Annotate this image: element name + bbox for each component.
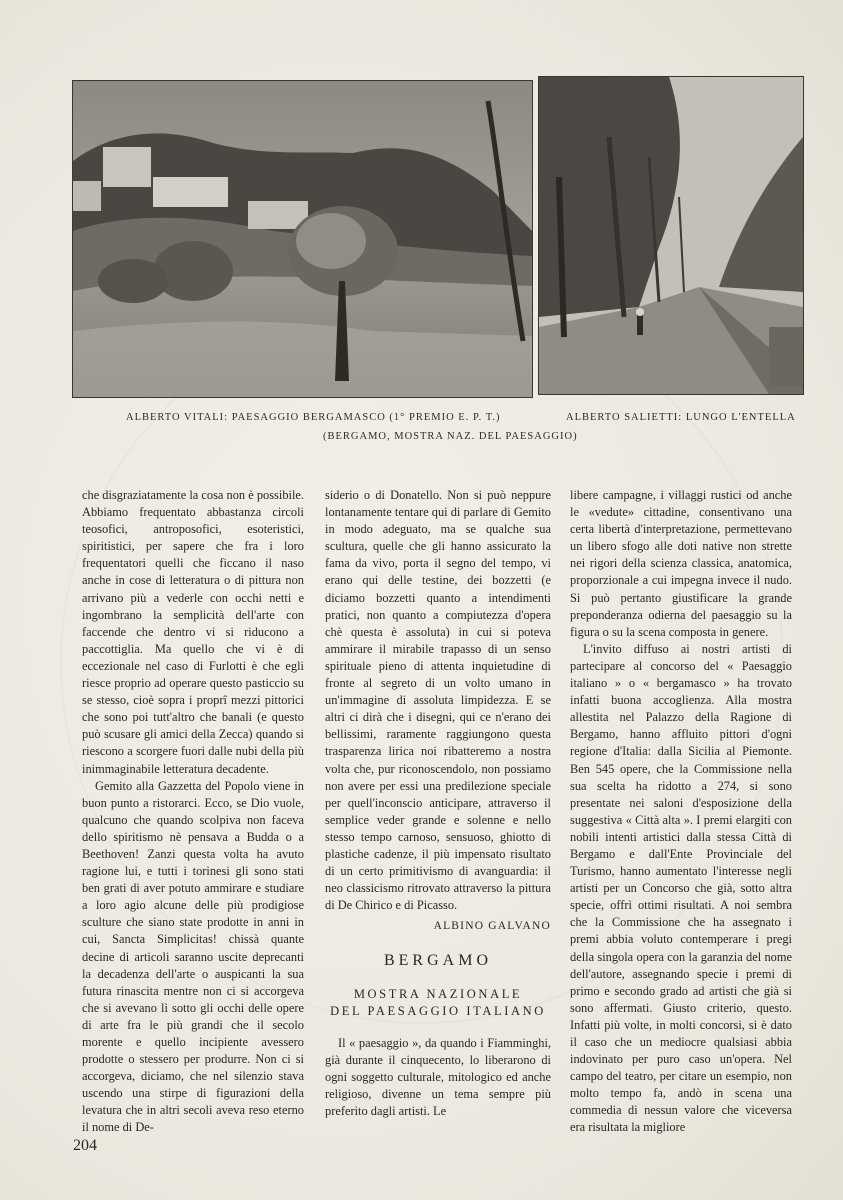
paragraph: siderio o di Donatello. Non si può neppure lontanamente tentare qui di parlare di Gemito in modo adeguato, ma se qualche sua scultura, quelle che gli hanno assicurato la fama da vivo, porta il segno del tempo, vi erano qui delle testine, dei bozzetti (e diciamo bozzetti quanto a intendimenti pratici, non quanto a compiutezza d'opera chè questa è assoluta) in cui si poteva ammirare il mirabile trapasso di un senso spirituale pieno di attenta inquietudine di fronte al segreto di un volto umano in un'immagine di assoluta limpidezza. E se altri ci dirà che i disegni, qui ce n'erano dei bellissimi, raramente raggiungono questa trasparenza lirica noi ribatteremo a nostra volta che, pur riconoscendolo, non possiamo non avere per essi una predilezione speciale per quell'inconscio anticipare, attraverso il semplice veder grande e solenne e nello stesso tempo carnoso, sensuoso, ghiotto di plastiche cadenze, il più impensato risultato di un certo primitivismo di avanguardia: il neo classicismo ritrovato attraverso la pittura di De Chirico e di Picasso. bbox=[325, 488, 551, 913]
text-column-1 bbox=[82, 487, 304, 1137]
page-number: 204 bbox=[73, 1137, 97, 1154]
section-body bbox=[325, 1035, 551, 1120]
caption-salietti: ALBERTO SALIETTI: LUNGO L'ENTELLA bbox=[566, 412, 796, 423]
paragraph: Gemito alla Gazzetta del Popolo viene in buon punto a ristorarci. Ecco, se Dio vuole, qualcuno che quando scolpiva non faceva dello spiritismo nè pensava a Budda o a Beethoven! Zanzi questa volta ha avuto ragione lui, e tutti i torinesi gli sono stati ben grati di aver potuto ammirare e studiare a loro agio alcune delle più prodigiose sculture che siano state prodotte in anni in cui, Sancta Simplicitas! chissà quante decine di articoli saranno uscite deprecanti la decadenza dell'arte o auspicanti la sua futura rinascita mentre non ci si accorgeva che si avevano lì sotto gli occhi delle opere di arte fra le più grandi che il secolo morente e quello incipiente avessero prodotte o stessero per produrre. Non ci si accorgeva, diciamo, che nel silenzio stava uscendo una stirpe di figurazioni della levatura che in altri secoli aveva reso eterno il nome di De- bbox=[82, 778, 304, 1135]
painting-vitali bbox=[72, 80, 533, 398]
paragraph: L'invito diffuso ai nostri artisti di partecipare al concorso del « Paesaggio italiano » o « bergamasco » ha trovato infatti buona accoglienza. Alla mostra allestita nel Palazzo della Ragione di Bergamo, hanno affluito pittori d'ogni regione d'Italia: dalla Sicilia al Piemonte. Ben 545 opere, che la Commissione nella sua scelta ha ridotto a 274, si sono presentate nei saloni d'esposizione della suggestiva « Città alta ». I premi elargiti con nobili intenti artistici dalla stessa Città di Bergamo e dall'Ente Provinciale del Turismo, hanno aumentato l'interesse negli artisti per un Concorso che già, sotto altra specie, offrì ottimi risultati. A noi sembra che la Commissione che ha assegnato i premi abbia voluto contemperare i pregi della singola opera con la garanzia del nome dell'autore, assegnando specie i premi di primo e secondo grado ad artisti che già si sono affermati. Giusto criterio, questo. Infatti più volte, in molti concorsi, si è dato il caso che un mediocre qualsiasi abbia indovinato per puro caso un'opera. Nel campo del teatro, per citare un esempio, non molto tempo fa, andò in scena una commedia di nessun valore che viceversa era risultata la migliore bbox=[570, 641, 792, 1135]
caption-vitali-location: (BERGAMO, MOSTRA NAZ. DEL PAESAGGIO) bbox=[323, 431, 578, 442]
author-signature: ALBINO GALVANO bbox=[433, 920, 551, 932]
paragraph: Il « paesaggio », da quando i Fiamminghi, già durante il cinquecento, lo liberarono di ogni soggetto culturale, mitologico ed anche religioso, divenne un tema sempre più preferito dagli artisti. Le bbox=[325, 1036, 551, 1119]
painting-salietti bbox=[538, 76, 804, 395]
section-subtitle: DEL PAESAGGIO ITALIANO bbox=[330, 1004, 546, 1018]
text-column-3 bbox=[570, 487, 792, 1137]
section-title: BERGAMO bbox=[383, 952, 492, 969]
text-column-2 bbox=[325, 487, 551, 914]
paragraph: libere campagne, i villaggi rustici od anche le «vedute» cittadine, consentivano una certa libertà d'interpretazione, permettevano un libero sfogo alle doti native non strette nei rigori della scienza classica, anatomica, proporzionale a cui impegna invece il nudo. Si può pertanto giustificare la grande preponderanza odierna del paesaggio su la figura o su la scena composta in genere. bbox=[570, 488, 792, 639]
caption-vitali: ALBERTO VITALI: PAESAGGIO BERGAMASCO (1° PREMIO E. P. T.) bbox=[126, 412, 501, 423]
section-subtitle: MOSTRA NAZIONALE bbox=[353, 987, 523, 1001]
paragraph: che disgraziatamente la cosa non è possibile. Abbiamo frequentato abbastanza circoli teosofici, antroposofici, esoteristici, spiritistici, per sapere che fra i loro frequentatori quelli che ficcano il naso anche in cose di letteratura o di pittura non arrivano più a vederle con occhi netti e ingombrano la semplicità dell'arte con faccende che dentro vi si riducono a paccottiglia. Ma quello che vi è di eccezionale nel caso di Furlotti è che egli riesce proprio ad operare questo pasticcio su se stesso, cioè sopra i proprî mezzi pittorici che sono poi tutt'altro che banali (e questo può scusare gli amici della Zecca) quando si riescono a scorgere fuori dalle nubi della più inimmaginabile letteratura decadente. bbox=[82, 488, 304, 776]
